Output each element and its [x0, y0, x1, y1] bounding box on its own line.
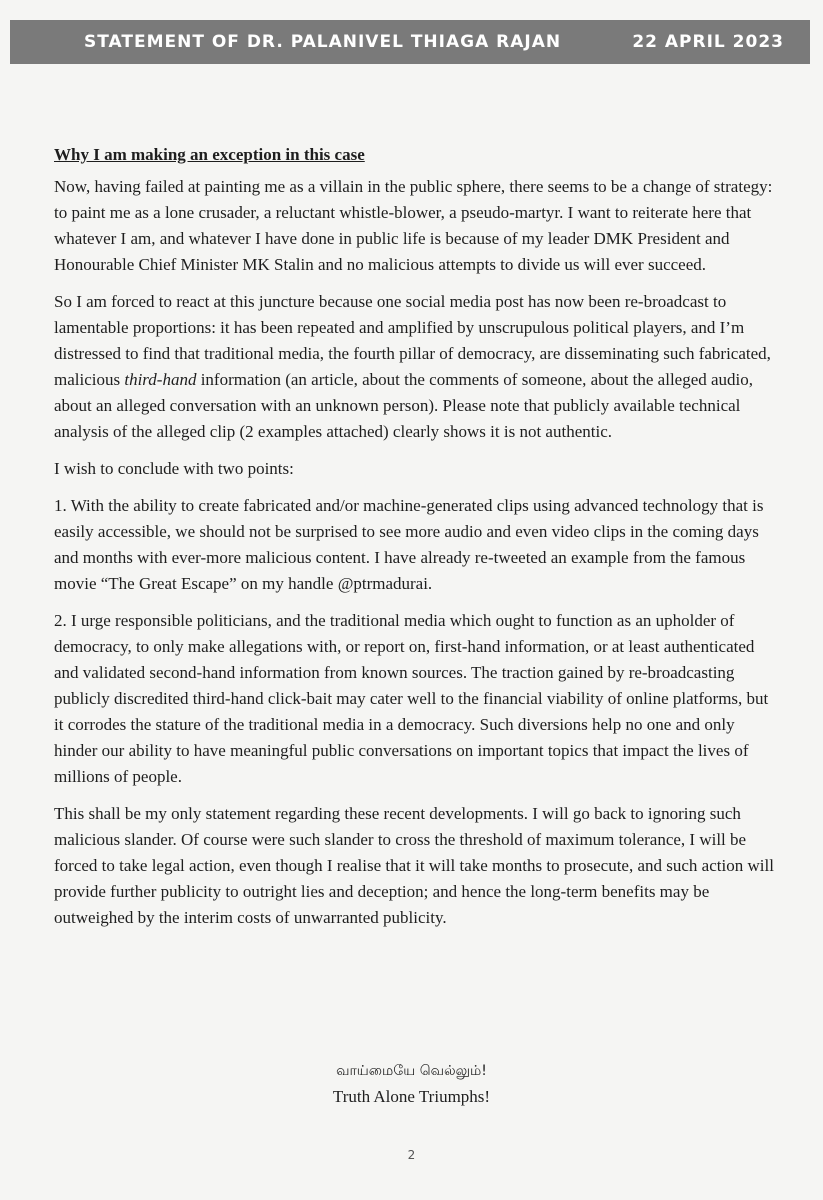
- third-hand-emphasis: third-hand: [124, 370, 197, 389]
- statement-title: STATEMENT OF DR. PALANIVEL THIAGA RAJAN: [84, 32, 562, 52]
- paragraph-conclude-intro: I wish to conclude with two points:: [54, 459, 294, 478]
- motto-english: Truth Alone Triumphs!: [332, 1087, 491, 1106]
- document-header-bar: [10, 20, 810, 64]
- page-number: 2: [407, 1148, 416, 1162]
- section-heading: Why I am making an exception in this case: [54, 145, 365, 164]
- paragraph-point-2: 2. I urge responsible politicians, and the traditional media which ought to function as an upholder of democracy, to only make allegations with, or report on, first-hand information, or at least authenticated and validated second-hand information from known sources. The traction gained by re-broadcasting publicly discredited third-hand click-bait may cater well to the financial viability of online platforms, but it corrodes the stature of the traditional media in a democracy. Such diversions help no one and only hinder our ability to have meaningful public conversations on important topics that impact the lives of millions of people.: [54, 611, 769, 786]
- paragraph-point-1: 1. With the ability to create fabricated and/or machine-generated clips using advanced technology that is easily accessible, we should not be surprised to see more audio and even video clips in the coming days and months with ever-more malicious content. I have already re-tweeted an example from the famous movie “The Great Escape” on my handle @ptrmadurai.: [54, 496, 764, 593]
- paragraph-strategy: Now, having failed at painting me as a villain in the public sphere, there seems to be a change of strategy: to paint me as a lone crusader, a reluctant whistle-blower, a pseudo-martyr. I want to reiterate here that whatever I am, and whatever I have done in public life is because of my leader DMK President and Honourable Chief Minister MK Stalin and no malicious attempts to divide us will ever succeed.: [54, 177, 773, 274]
- paragraph-reaction: [54, 289, 774, 445]
- statement-body: [54, 142, 774, 942]
- paragraph-reaction-part1: So I am forced to react at this juncture because one social media post has now been re-broadcast to lamentable proportions: it has been repeated and amplified by unscrupulous political players, and I’m distressed to find that traditional media, the fourth pillar of democracy, are disseminating such fabricated, malicious: [54, 292, 771, 389]
- paragraph-final: This shall be my only statement regarding these recent developments. I will go back to ignoring such malicious slander. Of course were such slander to cross the threshold of maximum tolerance, I will be forced to take legal action, even though I realise that it will take months to prosecute, and such action will provide further publicity to outright lies and deception; and hence the long-term benefits may be outweighed by the interim costs of unwarranted publicity.: [54, 804, 774, 927]
- statement-date: 22 APRIL 2023: [632, 32, 784, 52]
- paragraph-reaction-part2: information (an article, about the comments of someone, about the alleged audio, about an alleged conversation with an unknown person). Please note that publicly available technical analysis of the alleged clip (2 examples attached) clearly shows it is not authentic.: [54, 370, 754, 441]
- motto-tamil: வாய்மையே வெல்லும்!: [336, 1063, 487, 1079]
- closing-motto: [0, 1058, 823, 1110]
